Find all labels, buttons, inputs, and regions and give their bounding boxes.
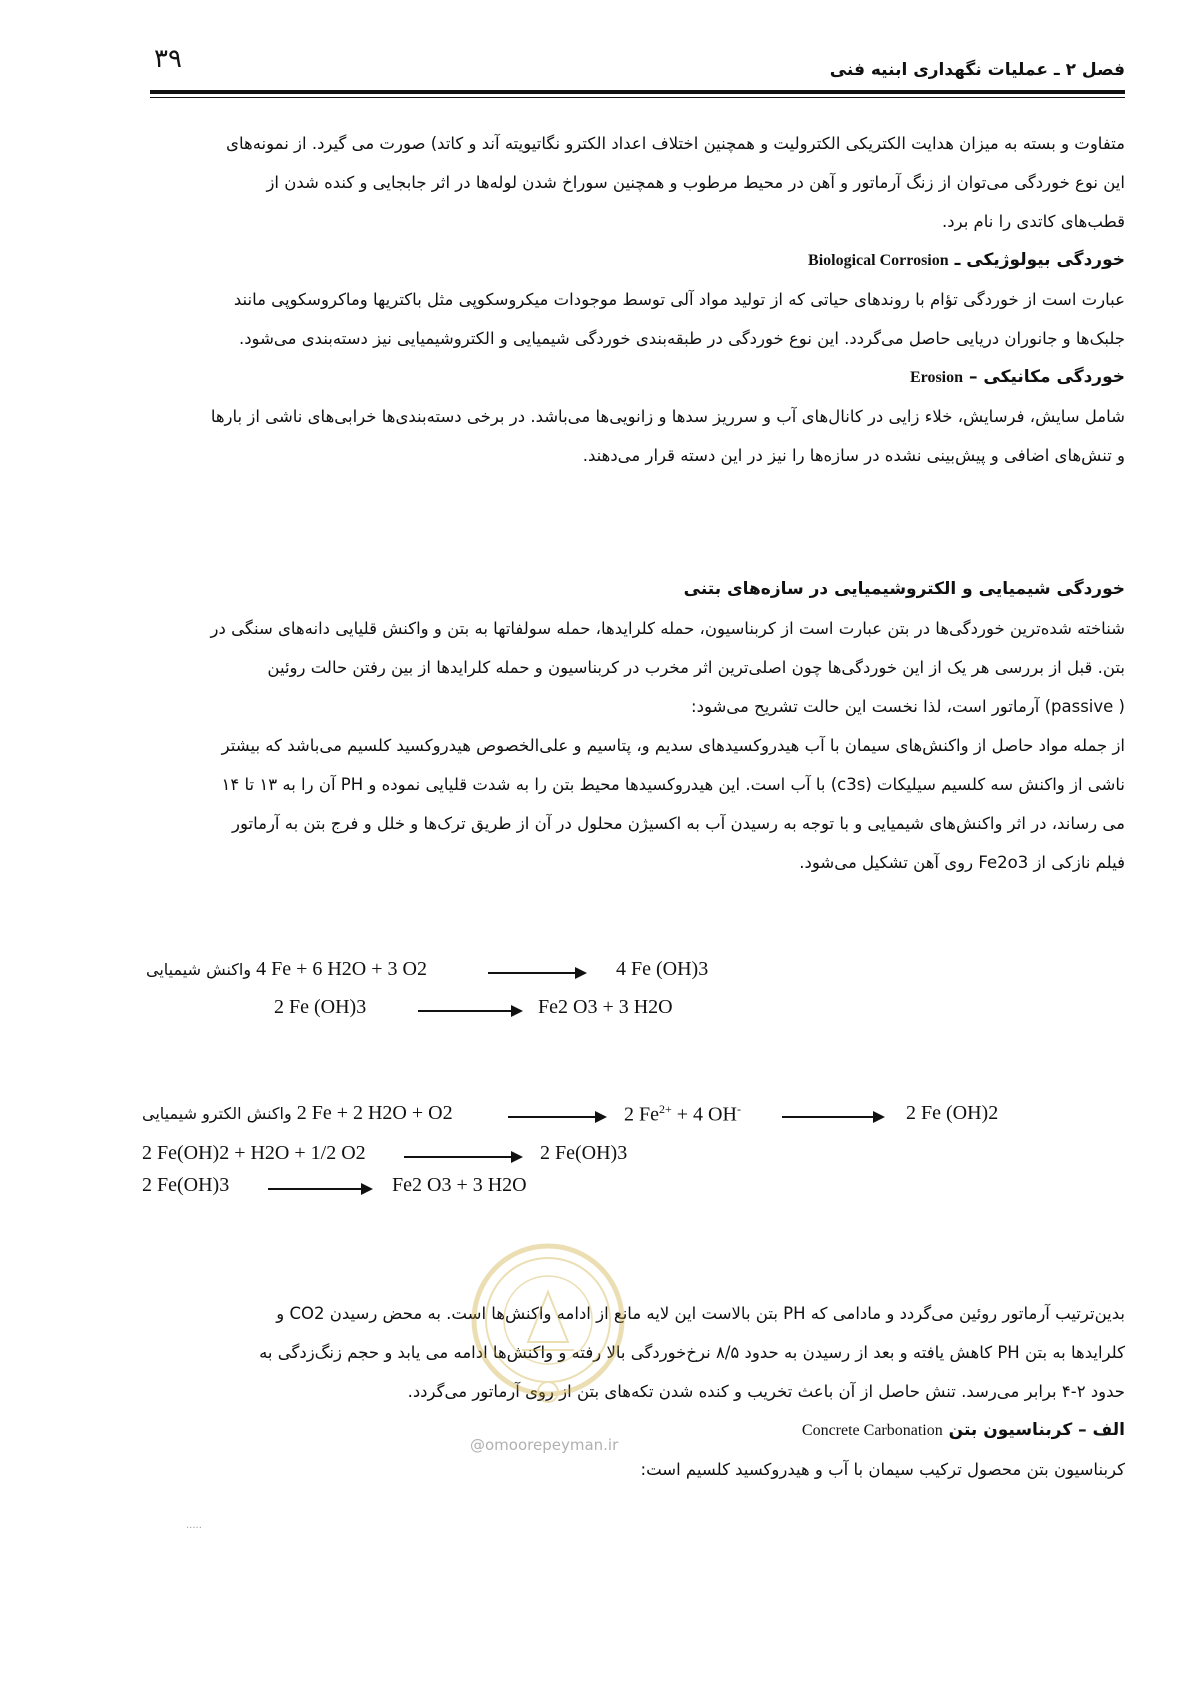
watermark-seal-icon (468, 1232, 628, 1422)
heading-fa: الف – کربناسیون بتن (948, 1420, 1125, 1440)
text-line: این نوع خوردگی می‌توان از زنگ آرماتور و آهن در محیط مرطوب و همچنین سوراخ شدن لوله‌ها در اثر جابجایی و کنده شدن از (266, 173, 1125, 192)
ion-oh: + 4 OH (671, 1103, 737, 1126)
text-line: بدین‌ترتیب آرماتور روئین می‌گردد و مادامی که PH بتن بالاست این لایه مانع از ادامه واکنش‌ها است. به محض رسیدن CO2 و (276, 1304, 1125, 1323)
ion-fe: 2 Fe (624, 1103, 659, 1126)
equation-left: 4 Fe + 6 H2O + 3 O2 (256, 958, 427, 980)
text-line: کربناسیون بتن محصول ترکیب سیمان با آب و هیدروکسید کلسیم است: (640, 1460, 1125, 1479)
text-line: ناشی از واکنش سه کلسیم سیلیکات (c3s) با آب است. این هیدروکسیدها محیط بتن را به شدت قلیایی نموده و PH آن را به ۱۳ تا ۱۴ (221, 775, 1125, 794)
intro-paragraph (140, 124, 1125, 475)
concrete-heading: خوردگی شیمیایی و الکتروشیمیایی در سازه‌های بتنی (683, 579, 1125, 599)
reaction-arrow (782, 1116, 882, 1118)
header-rule-thick (150, 90, 1125, 94)
text-line: کلرایدها به بتن PH کاهش یافته و بعد از رسیدن به حدود ۸/۵ نرخ‌خوردگی بالا رفته و واکنش‌ها ادامه می یابد و حجم زنگ‌زدگی به (259, 1343, 1125, 1362)
equation-right: 2 Fe(OH)3 (540, 1142, 628, 1164)
watermark-url: @omoorepeyman.ir (470, 1436, 619, 1454)
equation-line (142, 1102, 453, 1125)
equation-right: 4 Fe (OH)3 (616, 958, 709, 980)
reaction-arrow (488, 972, 584, 974)
text-line: عبارت است از خوردگی تؤام با روندهای حیاتی که از تولید مواد آلی توسط موجودات میکروسکوپی مثل باکتریها وماکروسکوپی مانند (233, 290, 1125, 309)
closing-section (140, 1294, 1125, 1489)
equation-right: 2 Fe (OH)2 (906, 1102, 999, 1124)
charge-superscript: - (736, 1102, 741, 1116)
equation-right: Fe2 O3 + 3 H2O (392, 1174, 527, 1196)
text-line: جلبک‌ها و جانوران دریایی حاصل می‌گردد. این نوع خوردگی در طبقه‌بندی خوردگی شیمیایی و الکتروشیمیایی نیز دسته‌بندی می‌شود. (238, 329, 1125, 348)
equation-left: 2 Fe(OH)3 (142, 1174, 230, 1196)
equation-left: 2 Fe(OH)2 + H2O + 1/2 O2 (142, 1142, 366, 1164)
text-line: بتن. قبل از بررسی هر یک از این خوردگی‌ها چون اصلی‌ترین اثر مخرب در کربناسیون و حمله کلرایدها از بین رفتن حالت روئین (267, 658, 1125, 677)
heading-en: Biological Corrosion (808, 252, 949, 269)
text-line: شناخته شده‌ترین خوردگی‌ها در بتن عبارت است از کربناسیون، حمله کلرایدها، حمله سولفاتها به بتن و واکنش قلیایی دانه‌های سنگی در (210, 619, 1125, 638)
text-line: می رساند، در اثر واکنش‌های شیمیایی و با توجه به رسیدن آب به اکسیژن محلول در آن از طریق ترک‌ها و خلل و فرج بتن به آرماتور (232, 814, 1125, 833)
reaction-arrow (268, 1188, 370, 1190)
page-number: ۳۹ (154, 44, 182, 74)
text-line: قطب‌های کاتدی را نام برد. (942, 212, 1125, 231)
biological-heading (140, 241, 1125, 280)
page-header (150, 38, 1125, 108)
text-line: متفاوت و بسته به میزان هدایت الکتریکی الکترولیت و همچنین اختلاف اعداد الکترو نگاتیویته آند و کاتد) صورت می گیرد. از نمونه‌های (226, 134, 1125, 153)
equation-middle (624, 1102, 741, 1127)
text-line: و تنش‌های اضافی و پیش‌بینی نشده در سازه‌ها را نیز در این دسته قرار می‌دهند. (582, 446, 1125, 465)
text-line: حدود ۲-۴ برابر می‌رسد. تنش حاصل از آن باعث تخریب و کنده شدن تکه‌های بتن از روی آرماتور می‌گردد. (407, 1382, 1125, 1401)
mechanical-heading (140, 358, 1125, 397)
reaction-arrow (418, 1010, 520, 1012)
carbonation-heading (140, 1411, 1125, 1450)
header-rule-thin (150, 97, 1125, 98)
equation-left: 2 Fe + 2 H2O + O2 (296, 1102, 453, 1124)
chapter-title: فصل ۲ ـ عملیات نگهداری ابنیه فنی (829, 60, 1125, 80)
equation-left: 2 Fe (OH)3 (274, 996, 367, 1018)
heading-fa: خوردگی مکانیکی – (968, 367, 1125, 387)
heading-en: Erosion (909, 369, 964, 386)
heading-en: Concrete Carbonation (801, 1422, 943, 1439)
equation-line (146, 958, 427, 981)
equation-label: واکنش الکترو شیمیایی (142, 1104, 292, 1123)
reaction-arrow (508, 1116, 604, 1118)
heading-fa: خوردگی بیولوژیکی ـ (954, 250, 1125, 270)
concrete-section (140, 570, 1125, 882)
equation-right: Fe2 O3 + 3 H2O (538, 996, 673, 1018)
reaction-arrow (404, 1156, 520, 1158)
charge-superscript: 2+ (659, 1102, 672, 1116)
text-line: ( passive) آرماتور است، لذا نخست این حالت تشریح می‌شود: (691, 697, 1125, 716)
footer-mark: ..... (186, 1520, 202, 1531)
text-line: فیلم نازکی از Fe2o3 روی آهن تشکیل می‌شود. (799, 853, 1125, 872)
text-line: از جمله مواد حاصل از واکنش‌های سیمان با آب هیدروکسیدهای سدیم و، پتاسیم و علی‌الخصوص هیدروکسید کلسیم می‌باشد که بیشتر (221, 736, 1125, 755)
equation-label: واکنش شیمیایی (146, 960, 252, 979)
text-line: شامل سایش، فرسایش، خلاء زایی در کانال‌های آب و سرریز سدها و زانویی‌ها می‌باشد. در برخی دسته‌بندی‌ها خرابی‌های ناشی از بارها (210, 407, 1125, 426)
